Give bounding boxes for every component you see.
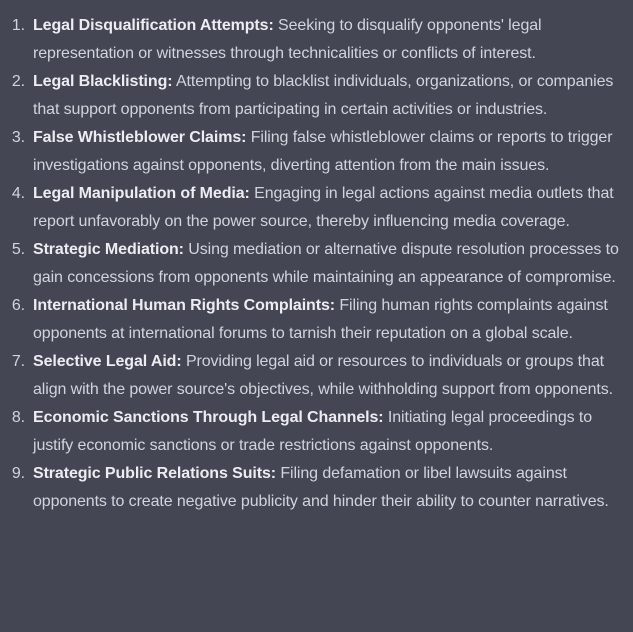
- list-item: [0, 404, 623, 460]
- item-number: 9.: [11, 465, 25, 482]
- list-item: [0, 348, 623, 404]
- list-item: [0, 68, 623, 124]
- item-title: Strategic Mediation:: [33, 241, 184, 258]
- list-item: [0, 292, 623, 348]
- list-item: [0, 12, 623, 68]
- list-item: [0, 180, 623, 236]
- item-number: 4.: [11, 185, 25, 202]
- item-number: 3.: [11, 129, 25, 146]
- item-number: 6.: [11, 297, 25, 314]
- item-body: Filing false whistleblower claims or reports to trigger investigations against opponents, diverting attention from the main issues.: [33, 129, 613, 174]
- item-number: 8.: [11, 409, 25, 426]
- item-number: 2.: [11, 73, 25, 90]
- item-title: Legal Manipulation of Media:: [33, 185, 250, 202]
- item-body: Initiating legal proceedings to justify economic sanctions or trade restrictions against opponents.: [33, 409, 593, 454]
- item-body: Using mediation or alternative dispute resolution processes to gain concessions from opponents while maintaining an appearance of compromise.: [33, 241, 619, 286]
- item-body: Providing legal aid or resources to individuals or groups that align with the power source's objectives, while withholding support from opponents.: [33, 353, 613, 398]
- item-body: Attempting to blacklist individuals, organizations, or companies that support opponents from participating in certain activities or industries.: [33, 73, 614, 118]
- item-title: Selective Legal Aid:: [33, 353, 182, 370]
- list-item: [0, 460, 623, 516]
- item-number: 1.: [11, 17, 25, 34]
- item-body: Engaging in legal actions against media outlets that report unfavorably on the power source, thereby influencing media coverage.: [33, 185, 614, 230]
- item-title: International Human Rights Complaints:: [33, 297, 335, 314]
- item-title: Legal Disqualification Attempts:: [33, 17, 274, 34]
- item-title: Strategic Public Relations Suits:: [33, 465, 276, 482]
- item-title: False Whistleblower Claims:: [33, 129, 247, 146]
- item-title: Legal Blacklisting:: [33, 73, 173, 90]
- item-body: Seeking to disqualify opponents' legal representation or witnesses through technicalities or conflicts of interest.: [33, 17, 542, 62]
- item-title: Economic Sanctions Through Legal Channels:: [33, 409, 384, 426]
- item-body: Filing human rights complaints against opponents at international forums to tarnish their reputation on a global scale.: [33, 297, 608, 342]
- list-item: [0, 124, 623, 180]
- numbered-list: [0, 12, 623, 516]
- list-item: [0, 236, 623, 292]
- item-number: 7.: [11, 353, 25, 370]
- item-body: Filing defamation or libel lawsuits against opponents to create negative publicity and hinder their ability to counter narratives.: [33, 465, 609, 510]
- item-number: 5.: [11, 241, 25, 258]
